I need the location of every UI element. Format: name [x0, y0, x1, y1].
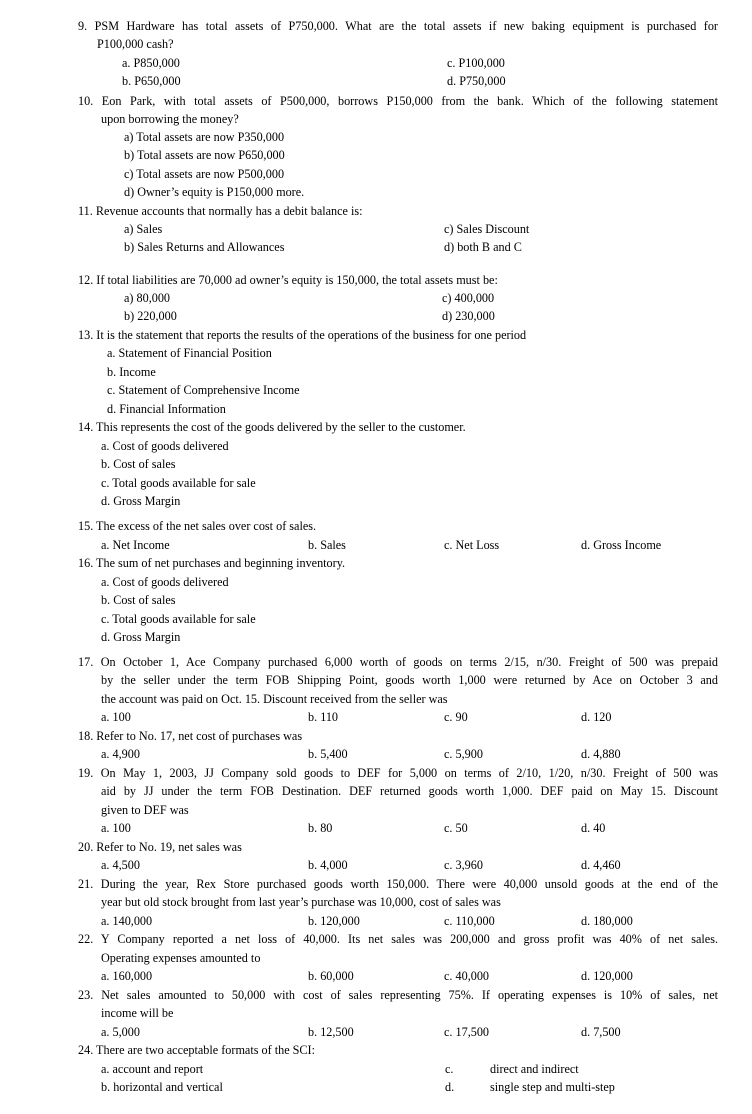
q22-stem-line1: 22. Y Company reported a net loss of 40,000. Its net sales was 200,000 and gross profit was 40% of net sales. [78, 932, 718, 946]
q14-stem: 14. This represents the cost of the goods delivered by the seller to the customer. [78, 420, 466, 434]
q15-option-a: a. Net Income [101, 538, 170, 552]
q10-option-c: c) Total assets are now P500,000 [124, 167, 285, 181]
q16-option-a: a. Cost of goods delivered [101, 575, 229, 589]
q18-option-d: d. 4,880 [581, 747, 621, 761]
q14-option-c: c. Total goods available for sale [101, 476, 256, 490]
q14-option-d: d. Gross Margin [101, 494, 181, 508]
q22-option-a: a. 160,000 [101, 969, 153, 983]
q24-option-c: direct and indirect [490, 1062, 579, 1076]
q24-option-d: single step and multi-step [490, 1080, 615, 1094]
q20-stem: 20. Refer to No. 19, net sales was [78, 840, 242, 854]
q23-option-b: b. 12,500 [308, 1025, 354, 1039]
q10-option-d: d) Owner’s equity is P150,000 more. [124, 185, 305, 199]
q19-stem-line3: given to DEF was [101, 803, 189, 817]
q21-option-b: b. 120,000 [308, 914, 360, 928]
q23-option-c: c. 17,500 [444, 1025, 490, 1039]
q13-option-d: d. Financial Information [107, 402, 226, 416]
q17-stem-line3: the account was paid on Oct. 15. Discount received from the seller was [101, 692, 448, 706]
q15-option-b: b. Sales [308, 538, 346, 552]
q10-stem-line1: 10. Eon Park, with total assets of P500,000, borrows P150,000 from the bank. Which of the following statement [78, 94, 718, 108]
q17-option-d: d. 120 [581, 710, 612, 724]
q12-stem: 12. If total liabilities are 70,000 ad owner’s equity is 150,000, the total assets must be: [78, 273, 498, 287]
q19-option-a: a. 100 [101, 821, 131, 835]
q23-option-a: a. 5,000 [101, 1025, 140, 1039]
q18-option-b: b. 5,400 [308, 747, 348, 761]
q21-stem-line2: year but old stock brought from last year’s purchase was 10,000, cost of sales was [101, 895, 501, 909]
q9-stem-line1: 9. PSM Hardware has total assets of P750,000. What are the total assets if new baking equipment is purchased for [78, 19, 718, 33]
q22-option-b: b. 60,000 [308, 969, 354, 983]
q11-option-b: b) Sales Returns and Allowances [124, 240, 285, 254]
q24-option-d-letter: d. [445, 1080, 455, 1094]
q10-option-a: a) Total assets are now P350,000 [124, 130, 285, 144]
q23-option-d: d. 7,500 [581, 1025, 621, 1039]
q15-option-c: c. Net Loss [444, 538, 500, 552]
q10-stem-line2: upon borrowing the money? [101, 112, 239, 126]
q19-option-d: d. 40 [581, 821, 606, 835]
q19-stem-line1: 19. On May 1, 2003, JJ Company sold goods to DEF for 5,000 on terms of 2/10, 1/20, n/30. Freight of 500 was [78, 766, 718, 780]
q17-stem-line1: 17. On October 1, Ace Company purchased 6,000 worth of goods on terms 2/15, n/30. Freight of 500 was prepaid [78, 655, 718, 669]
q16-option-c: c. Total goods available for sale [101, 612, 256, 626]
q20-option-b: b. 4,000 [308, 858, 348, 872]
q11-stem: 11. Revenue accounts that normally has a debit balance is: [78, 204, 363, 218]
q11-option-d: d) both B and C [444, 240, 522, 254]
q22-stem-line2: Operating expenses amounted to [101, 951, 261, 965]
q16-option-b: b. Cost of sales [101, 593, 176, 607]
q9-option-b: b. P650,000 [122, 74, 181, 88]
q18-stem: 18. Refer to No. 17, net cost of purchases was [78, 729, 303, 743]
q22-option-d: d. 120,000 [581, 969, 633, 983]
q16-stem: 16. The sum of net purchases and beginning inventory. [78, 556, 346, 570]
q21-option-c: c. 110,000 [444, 914, 495, 928]
q15-option-d: d. Gross Income [581, 538, 662, 552]
q9-option-d: d. P750,000 [447, 74, 506, 88]
q19-stem-line2: aid by JJ under the term FOB Destination. DEF returned goods worth 1,000. DEF paid on May 15. Discount [101, 784, 718, 798]
q17-stem-line2: by the seller under the term FOB Shipping Point, goods worth 1,000 were returned by Ace on October 3 and [101, 673, 718, 687]
q9-option-c: c. P100,000 [447, 56, 505, 70]
q12-option-c: c) 400,000 [442, 291, 495, 305]
q24-stem: 24. There are two acceptable formats of the SCI: [78, 1043, 316, 1057]
q24-option-a: a. account and report [101, 1062, 204, 1076]
q17-option-a: a. 100 [101, 710, 131, 724]
q16-option-d: d. Gross Margin [101, 630, 181, 644]
q18-option-c: c. 5,900 [444, 747, 483, 761]
q13-option-c: c. Statement of Comprehensive Income [107, 383, 300, 397]
q15-stem: 15. The excess of the net sales over cost of sales. [78, 519, 317, 533]
q18-option-a: a. 4,900 [101, 747, 140, 761]
q17-option-b: b. 110 [308, 710, 339, 724]
q12-option-b: b) 220,000 [124, 309, 177, 323]
q9-stem-line2: P100,000 cash? [97, 37, 174, 51]
q10-option-b: b) Total assets are now P650,000 [124, 148, 285, 162]
q19-option-c: c. 50 [444, 821, 468, 835]
q19-option-b: b. 80 [308, 821, 333, 835]
q21-option-a: a. 140,000 [101, 914, 153, 928]
q14-option-b: b. Cost of sales [101, 457, 176, 471]
q21-stem-line1: 21. During the year, Rex Store purchased goods worth 150,000. There were 40,000 unsold goods at the end of the [78, 877, 718, 891]
q13-option-b: b. Income [107, 365, 156, 379]
q11-option-c: c) Sales Discount [444, 222, 530, 236]
q12-option-d: d) 230,000 [442, 309, 495, 323]
q9-option-a: a. P850,000 [122, 56, 180, 70]
q24-option-c-letter: c. [445, 1062, 454, 1076]
q20-option-d: d. 4,460 [581, 858, 621, 872]
q17-option-c: c. 90 [444, 710, 468, 724]
q13-option-a: a. Statement of Financial Position [107, 346, 272, 360]
q12-option-a: a) 80,000 [124, 291, 171, 305]
q20-option-c: c. 3,960 [444, 858, 483, 872]
q23-stem-line2: income will be [101, 1006, 174, 1020]
q13-stem: 13. It is the statement that reports the results of the operations of the business for one period [78, 328, 527, 342]
q20-option-a: a. 4,500 [101, 858, 140, 872]
q24-option-b: b. horizontal and vertical [101, 1080, 223, 1094]
q23-stem-line1: 23. Net sales amounted to 50,000 with cost of sales representing 75%. If operating expenses is 10% of sales, net [78, 988, 718, 1002]
q11-option-a: a) Sales [124, 222, 163, 236]
q22-option-c: c. 40,000 [444, 969, 490, 983]
q21-option-d: d. 180,000 [581, 914, 633, 928]
q14-option-a: a. Cost of goods delivered [101, 439, 229, 453]
